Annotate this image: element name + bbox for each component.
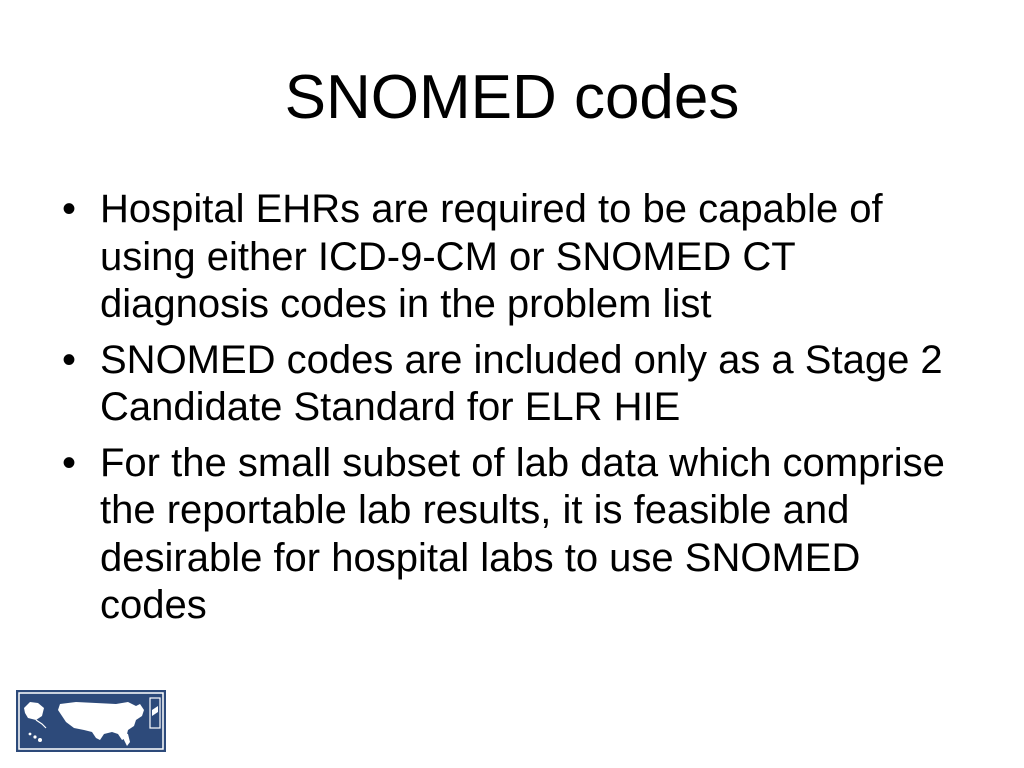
slide-title: SNOMED codes bbox=[284, 63, 740, 132]
bullet-item bbox=[62, 440, 962, 630]
bullet-dot-icon: • bbox=[62, 337, 77, 382]
bullet-item bbox=[62, 186, 962, 329]
bullet-dot-icon: • bbox=[62, 187, 77, 231]
bullet-text: For the small subset of lab data which comprise the reportable lab results, it is feasible and desirable for hospital labs to use SNOMED codes bbox=[100, 440, 945, 627]
bullet-text: SNOMED codes are included only as a Stage 2 Candidate Standard for ELR HIE bbox=[100, 337, 943, 429]
bullet-item bbox=[62, 337, 962, 432]
bullet-dot-icon: • bbox=[62, 440, 77, 485]
bullet-text: Hospital EHRs are required to be capable of using either ICD-9-CM or SNOMED CT diagnosis codes in the problem list bbox=[100, 187, 883, 326]
bullet-list bbox=[62, 186, 962, 638]
us-map-logo-icon bbox=[16, 690, 166, 752]
